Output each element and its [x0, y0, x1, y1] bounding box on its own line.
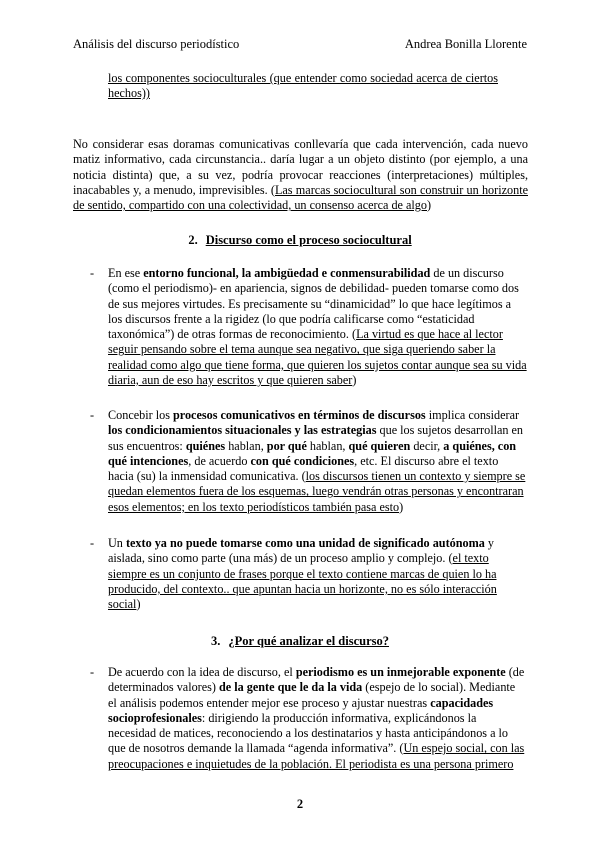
- bullet-2: [108, 408, 527, 515]
- bullet-3-t2: y aislada, sino como parte (una más) de un proceso amplio y complejo. (: [108, 536, 494, 566]
- section-3-title: ¿Por qué analizar el discurso?: [228, 634, 390, 648]
- bullet-2-b3: quiénes: [185, 438, 226, 453]
- bullet-1-dash: -: [90, 266, 95, 280]
- bullet-4: [108, 665, 527, 772]
- bullet-2-t5: hablan,: [306, 438, 349, 453]
- bullet-2-b4: por qué: [266, 438, 307, 453]
- bullet-2-t6: decir,: [410, 438, 444, 453]
- header-left-title: Análisis del discurso periodístico: [73, 37, 240, 51]
- bullet-2-b7: con qué condiciones: [250, 453, 355, 468]
- bullet-2-note: los discursos tienen un contexto y siempre se quedan elementos fuera de los esquemas, luego vendrán otras personas y encontraran esos elementos; en los texto periodísticos también pasa esto: [108, 469, 526, 514]
- paragraph-1-close: ): [427, 198, 432, 213]
- section-2-heading: [0, 233, 600, 248]
- intro-note: los componentes socioculturales (que entender como sociedad acerca de ciertos hechos)): [108, 71, 498, 101]
- bullet-3-t1: Un: [108, 536, 126, 550]
- bullet-2-b5: qué quieren: [348, 438, 411, 453]
- bullet-4-b2: de la gente que le da la vida: [219, 680, 363, 695]
- bullet-1: [108, 266, 527, 388]
- section-2-title: Discurso como el proceso sociocultural: [205, 233, 412, 247]
- bullet-2-b2: los condicionamientos situacionales y las estrategias: [108, 423, 377, 438]
- page-number: 2: [296, 797, 304, 811]
- bullet-2-close: ): [399, 499, 404, 514]
- bullet-4-t1: De acuerdo con la idea de discurso, el: [108, 665, 296, 679]
- section-3-number: 3.: [210, 634, 221, 648]
- bullet-2-t2: implica considerar: [425, 408, 520, 422]
- bullet-4-b1: periodismo es un inmejorable exponente: [295, 665, 506, 679]
- intro-continuation: [108, 71, 498, 102]
- bullet-4-t4: : dirigiendo la producción informativa, explicándonos la necesidad de matices, reconociendo a los destinatarios y hasta anticipándonos a lo que de nosotros demande la llamada “agenda informativa”. (: [108, 710, 509, 756]
- bullet-4-t2: (de determinados valores): [108, 665, 525, 695]
- bullet-2-t1: Concebir los: [108, 408, 173, 422]
- bullet-1-close: ): [352, 373, 357, 388]
- bullet-2-b1: procesos comunicativos en términos de discursos: [173, 408, 426, 422]
- bullet-2-t7: , de acuerdo: [188, 453, 251, 468]
- bullet-4-note: Un espejo social, con las preocupaciones e inquietudes de la población. El periodista es una persona primero: [108, 741, 525, 771]
- paragraph-1-text: No considerar esas doramas comunicativas conllevaría que cada intervención, cada nuevo matiz informativo, cada circunstancia.. daría lugar a un objeto distinto (por ejemplo, a una noticia distinta) que, a su vez, podría provocar reacciones (interpretaciones) múltiples, inacabables y, a menudo, imprevisibles. (: [73, 137, 528, 197]
- bullet-3-dash: -: [90, 536, 95, 550]
- header-author: Andrea Bonilla Llorente: [404, 37, 527, 51]
- section-2-number: 2.: [188, 233, 198, 247]
- bullet-4-t3: (espejo de lo social). Mediante el análisis podemos entender mejor ese proceso y ajustar nuestras: [108, 680, 516, 710]
- bullet-4-b3: capacidades socioprofesionales: [108, 695, 494, 725]
- bullet-1-t1: En ese: [108, 266, 144, 280]
- bullet-2-t3: que los sujetos desarrollan en sus encuentros:: [108, 423, 524, 453]
- bullet-2-t4: hablan,: [225, 438, 267, 453]
- bullet-2-dash: -: [90, 408, 95, 422]
- bullet-1-t2: de un discurso (como el periodismo)- en apariencia, signos de debilidad- pueden tomarse como dos de sus mejores virtudes. Es precisamente su “dinamicidad” lo que hace legítimos a los discursos frente a la rigidez (lo que podría calificarse como “estaticidad taxonómica”) de otras formas de reconocimiento. (: [108, 266, 519, 342]
- bullet-1-note: La virtud es que hace al lector seguir pensando sobre el tema aunque sea negativo, que siga queriendo saber la realidad como algo que tiene forma, que quieren los sujetos contar aunque sea su vida diaria, aun de eso hay escritos y que quieren saber: [108, 327, 527, 388]
- bullet-3-note: el texto siempre es un conjunto de frases porque el texto contiene marcas de quien lo ha producido, del contexto.. que apuntan hacia un horizonte, no es sólo interacción social: [108, 551, 497, 612]
- bullet-2-b6: a quiénes, con qué intenciones: [108, 438, 517, 468]
- bullet-3-close: ): [136, 597, 141, 612]
- bullet-4-dash: -: [90, 665, 95, 679]
- section-3-heading: [0, 634, 600, 649]
- bullet-1-b1: entorno funcional, la ambigüedad e conmensurabilidad: [143, 266, 431, 280]
- paragraph-1: [73, 137, 528, 213]
- bullet-3: [108, 536, 527, 612]
- paragraph-1-note: Las marcas sociocultural son construir un horizonte de sentido, compartido con una colectividad, un consenso acerca de algo: [73, 182, 528, 213]
- bullet-2-t8: , etc. El discurso abre el texto hacia (su) la inmensidad comunicativa. (: [108, 453, 499, 484]
- bullet-3-b1: texto ya no puede tomarse como una unidad de significado autónoma: [125, 536, 485, 550]
